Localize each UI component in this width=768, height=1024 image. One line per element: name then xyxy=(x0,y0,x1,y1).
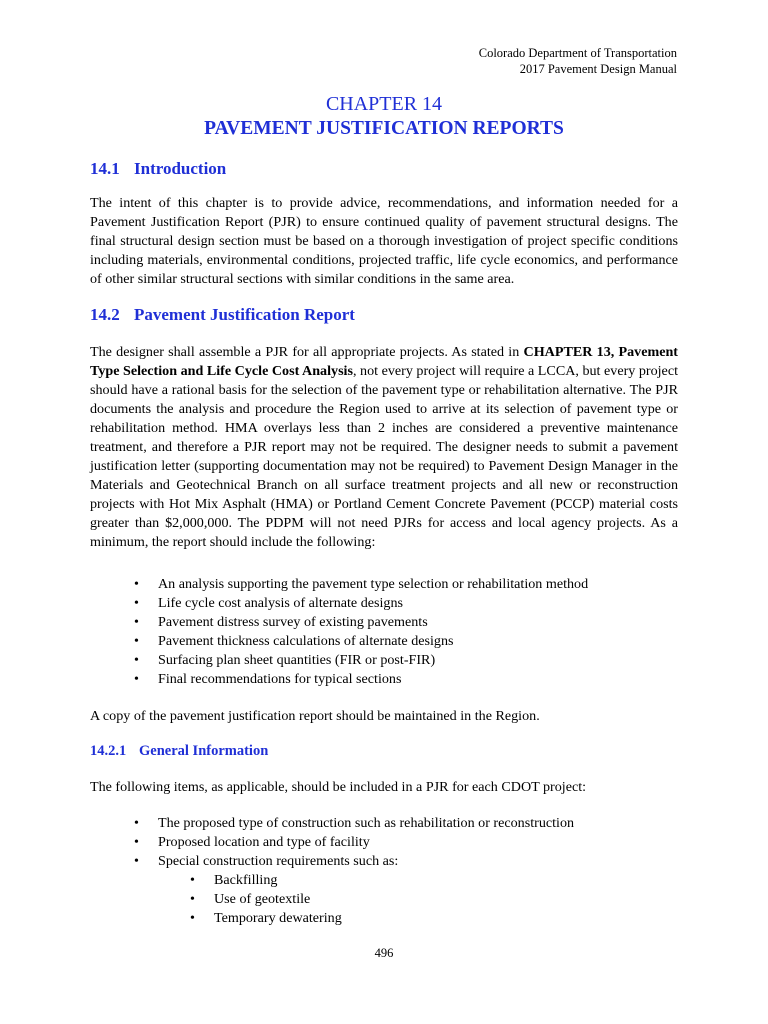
section-14-1 xyxy=(90,158,678,180)
pjr-requirements-list xyxy=(90,575,678,689)
chapter-heading xyxy=(0,92,768,141)
header-org: Colorado Department of Transportation xyxy=(478,46,677,60)
list-item: • Life cycle cost analysis of alternate designs xyxy=(90,594,678,613)
intro-paragraph: The intent of this chapter is to provide advice, recommendations, and information needed for a Pavement Justification Report (PJR) to ensure continued quality of pavement structural designs. The final structural design section must be based on a thorough investigation of project specific conditions including materials, environmental conditions, projected traffic, life cycle economics, and performance of other similar structural sections with similar conditions in the same area. xyxy=(90,195,678,287)
section-14-2 xyxy=(90,304,678,326)
list-item: • Pavement thickness calculations of alternate designs xyxy=(90,632,678,651)
header-manual: 2017 Pavement Design Manual xyxy=(519,62,677,76)
section-number: 14.1 xyxy=(90,159,120,178)
closing-paragraph: A copy of the pavement justification report should be maintained in the Region. xyxy=(90,708,540,724)
section-heading xyxy=(90,158,678,180)
chapter-title: PAVEMENT JUSTIFICATION REPORTS xyxy=(204,118,564,139)
list-item: • The proposed type of construction such as rehabilitation or reconstruction xyxy=(90,814,678,833)
pjr-paragraph xyxy=(90,343,678,552)
subsection-heading xyxy=(90,742,678,761)
chapter-13-reference: CHAPTER 13, Pavement Type Selection and Life Cycle Cost Analysis xyxy=(90,344,678,379)
list-item: • Final recommendations for typical sections xyxy=(90,670,678,689)
list-item: • Pavement distress survey of existing pavements xyxy=(90,613,678,632)
pjr-closing xyxy=(90,707,678,726)
sub-bullet-list xyxy=(90,871,678,928)
section-14-2-1 xyxy=(90,742,678,761)
section-title: Introduction xyxy=(134,159,227,178)
list-item: • Special construction requirements such as: xyxy=(90,852,678,871)
section-number: 14.2 xyxy=(90,305,120,324)
running-header xyxy=(479,45,677,77)
subsection-number: 14.2.1 xyxy=(90,743,127,759)
section-heading xyxy=(90,304,678,326)
chapter-number: CHAPTER 14 xyxy=(325,93,443,115)
general-info-paragraph: The following items, as applicable, should be included in a PJR for each CDOT project: xyxy=(90,779,587,795)
general-info-list xyxy=(90,814,678,928)
section-14-2-body xyxy=(90,343,678,552)
bullet-list xyxy=(90,814,678,871)
section-14-1-body xyxy=(90,194,678,289)
sub-list-item: • Temporary dewatering xyxy=(90,909,678,928)
sub-list-item: • Backfilling xyxy=(90,871,678,890)
list-item: • Surfacing plan sheet quantities (FIR or post-FIR) xyxy=(90,651,678,670)
list-item: • Proposed location and type of facility xyxy=(90,833,678,852)
pjr-paragraph-part-a: The designer shall assemble a PJR for all appropriate projects. As stated in xyxy=(90,344,524,360)
section-14-2-1-body xyxy=(90,778,678,797)
section-title: Pavement Justification Report xyxy=(134,305,355,324)
list-item: • An analysis supporting the pavement type selection or rehabilitation method xyxy=(90,575,678,594)
bullet-list xyxy=(90,575,678,689)
subsection-title: General Information xyxy=(139,743,269,759)
page-number: 496 xyxy=(374,946,394,960)
sub-list-item: • Use of geotextile xyxy=(90,890,678,909)
pjr-paragraph-part-b: , not every project will require a LCCA, but every project should have a rational basis for the selection of the pavement type or rehabilitation alternative. The PJR documents the analysis and procedure the Region used to arrive at its selection of pavement type or rehabilitation method. HMA overlays less than 2 inches are considered a preventive maintenance treatment, and therefore a PJR report may not be required. The designer needs to submit a pavement justification letter (supporting documentation may not be required) to Pavement Design Manager in the Materials and Geotechnical Branch on all surface treatment projects and all new or reconstruction projects with Hot Mix Asphalt (HMA) or Portland Cement Concrete Pavement (PCCP) material costs greater than $2,000,000. The PDPM will not need PJRs for access and local agency projects. As a minimum, the report should include the following: xyxy=(90,363,678,550)
